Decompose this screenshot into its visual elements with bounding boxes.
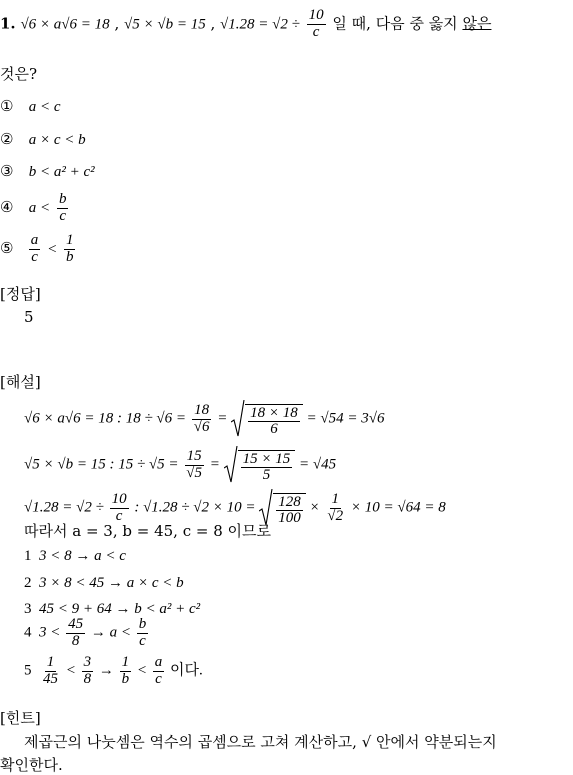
sqrt-symbol-icon: √ <box>361 733 372 751</box>
fraction-a-over-c: $\frac{a}{c}$ <box>30 232 39 265</box>
choice-3[interactable]: ③ b < a² + c² <box>0 162 95 180</box>
radical-large: $\frac{128}{100}$ <box>259 489 306 527</box>
explanation-line-1: √6 × a√6 = 18 : 18 ÷ √6 = $\frac{18}{√6}$ = $\frac{18 \times 18}{6}$ = √54 = 3√6 <box>24 401 385 438</box>
answer-label: [정답] <box>0 285 41 303</box>
question-stem-tail: 일 때, 다음 중 옳지 <box>332 14 458 33</box>
explanation-step-1: 1 3 < 8 → a < c <box>24 548 126 564</box>
condition-2: √5 × √b = 15 <box>123 16 206 33</box>
explanation-step-4: 4 3 < $\frac{45}{8}$ → a < $\frac{b}{c}$ <box>24 616 147 649</box>
radical-large: $\frac{15 \times 15}{5}$ <box>224 446 296 484</box>
choice-4[interactable]: ④ a < $\frac{b}{c}$ <box>0 191 67 224</box>
explanation-line-3: √1.28 = √2 ÷ $\frac{10}{c}$ : √1.28 ÷ √2 × 10 = $\frac{128}{100}$ × $\frac{1}{√2}$ × 10 = √64 = 8 <box>24 490 446 527</box>
condition-1: √6 × a√6 = 18 <box>20 16 110 33</box>
hint-line-2: 확인한다. <box>0 756 63 774</box>
question-stem: 1. √6 × a√6 = 18 , √5 × √b = 15 , √1.28 = √2 ÷ $\frac{10}{c}$ 일 때, 다음 중 옳지 않은 <box>0 7 492 40</box>
explanation-line-4: 따라서 a = 3, b = 45, c = 8 이므로 <box>24 522 271 540</box>
question-number: 1. <box>0 14 16 33</box>
fraction-10-over-c: $\frac{10}{c}$ <box>308 7 324 40</box>
question-stem-line2: 것은? <box>0 65 38 83</box>
explanation-line-2: √5 × √b = 15 : 15 ÷ √5 = $\frac{15}{√5}$ = $\frac{15 \times 15}{5}$ = √45 <box>24 447 337 484</box>
hint-label: [힌트] <box>0 709 41 727</box>
radical-large: $\frac{18 \times 18}{6}$ <box>231 400 303 438</box>
explanation-label: [해설] <box>0 373 41 391</box>
condition-3: √1.28 = √2 ÷ <box>220 16 300 33</box>
choice-1[interactable]: ① a < c <box>0 97 61 115</box>
explanation-step-2: 2 3 × 8 < 45 → a × c < b <box>24 575 184 591</box>
hint-line-1: 제곱근의 나눗셈은 역수의 곱셈으로 고쳐 계산하고, √ 안에서 약분되는지 <box>24 733 497 751</box>
answer-value: 5 <box>24 308 34 326</box>
emphasis-not: 않은 <box>462 14 492 33</box>
choice-5[interactable]: ⑤ $\frac{a}{c}$ < $\frac{1}{b}$ <box>0 232 74 265</box>
fraction-b-over-c: $\frac{b}{c}$ <box>58 191 67 224</box>
fraction-1-over-b: $\frac{1}{b}$ <box>65 232 74 265</box>
choice-2[interactable]: ② a × c < b <box>0 130 86 148</box>
explanation-step-5: 5 $\frac{1}{45}$ < $\frac{3}{8}$ → $\frac{1}{b}$ < $\frac{a}{c}$ 이다. <box>24 654 203 687</box>
explanation-step-3: 3 45 < 9 + 64 → b < a² + c² <box>24 601 201 617</box>
